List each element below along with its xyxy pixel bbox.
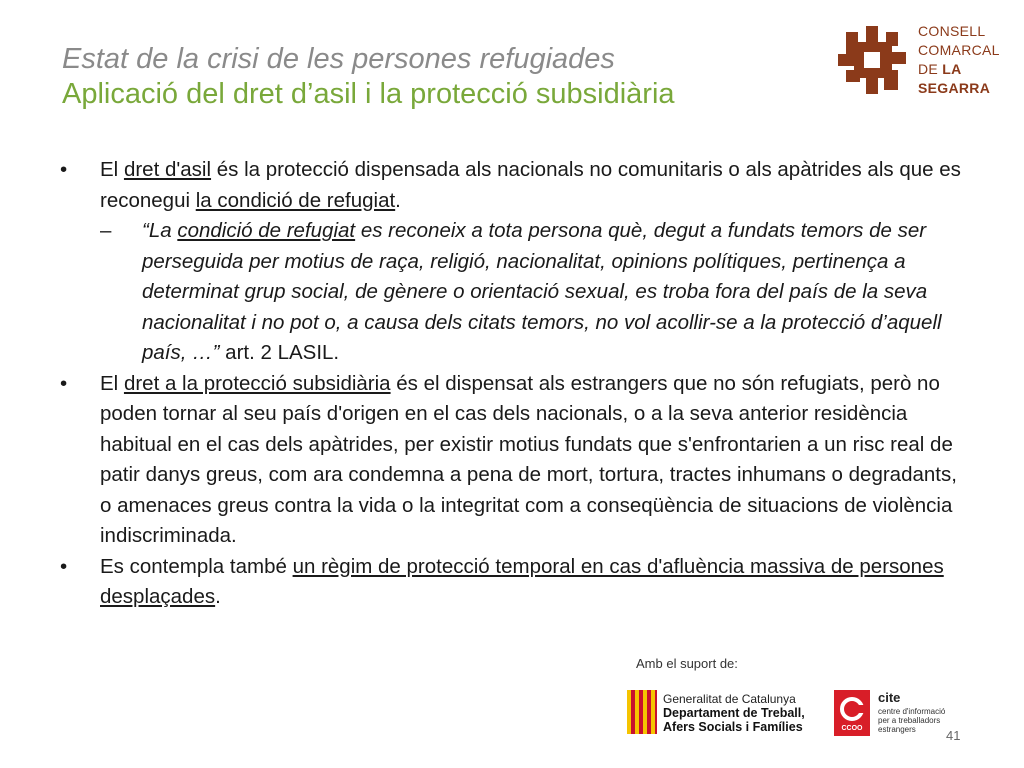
support-caption: Amb el suport de:: [636, 656, 738, 671]
term-proteccio-subsidiaria: dret a la protecció subsidiària: [123, 371, 391, 395]
slide-subtitle: Estat de la crisi de les persones refugiades: [62, 43, 615, 75]
bullet-marker: •: [60, 554, 68, 578]
logo-line-3: DE LA: [918, 61, 962, 77]
slide-title: Aplicació del dret d’asil i la protecció subsidiària: [62, 78, 675, 110]
generalitat-logo: [627, 690, 827, 736]
cite-logo: [834, 690, 964, 740]
term-dret-asil: dret d'asil: [123, 158, 212, 181]
term-condicio-refugiat: la condició de refugiat: [195, 188, 396, 212]
term-condicio-refugiat-quote: condició de refugiat: [177, 219, 356, 242]
gear-logo-icon: [836, 24, 908, 96]
term-regim-temporal: un règim de protecció temporal en cas d'afluència massiva de persones desplaçades: [100, 554, 944, 608]
cite-name: cite: [878, 690, 901, 705]
ccoo-label: CCOO: [841, 725, 863, 732]
bullet-marker: •: [60, 158, 68, 181]
page-number: 41: [946, 728, 961, 743]
logo-wordmark: [918, 22, 1000, 98]
senyera-icon: [627, 690, 657, 734]
logo-line-2: COMARCAL: [918, 42, 1000, 58]
ccoo-logo-icon: [834, 690, 870, 736]
gencat-name: Generalitat de Catalunya: [663, 692, 796, 706]
slide-header: [62, 42, 832, 112]
article-reference: art. 2 LASIL.: [219, 341, 340, 364]
bullet-marker: •: [60, 371, 68, 395]
gencat-department: Departament de Treball, Afers Socials i Famílies: [663, 706, 805, 734]
logo-line-4: SEGARRA: [918, 80, 991, 96]
subbullet-quote-lasil: – “La condició de refugiat es reconeix a tota persona què, degut a fundats temors de ser perseguida per motius de raça, religió, nacionalitat, opinions polítiques, pertinença a determinat grup social, de gènere o orientació sexual, es troba fora del país de la seva nacionalitat i no pot o, a causa dels citats temors, no vol acollir-se a la protecció d’aquell país, …” art. 2 LASIL.: [60, 216, 970, 369]
bullet-proteccio-subsidiaria: • El dret a la protecció subsidiària és el dispensat als estrangers que no són refugiats, però no poden tornar al seu país d'origen en el cas dels nacionals, o a la seva anterior residència habitual en el cas dels apàtrides, per existir motius fundats que s'enfrontarien a un risc real de patir danys greus, com ara condemna a pena de mort, tortura, tractes inhumans o degradants, o amenaces greus contra la vida o la integritat com a conseqüència de situacions de violència indiscriminada.: [60, 369, 970, 552]
sub-bullet-marker: –: [100, 219, 112, 242]
cite-description: centre d'informació per a treballadors estrangers: [878, 707, 946, 734]
consell-comarcal-logo: [836, 18, 1016, 108]
logo-line-1: CONSELL: [918, 23, 986, 39]
bullet-proteccio-temporal: • Es contempla també un règim de protecció temporal en cas d'afluència massiva de persones desplaçades.: [60, 552, 970, 613]
slide-body: [60, 155, 970, 613]
bullet-dret-asil: • El dret d'asil és la protecció dispensada als nacionals no comunitaris o als apàtrides als que es reconegui la condició de refugiat.: [60, 155, 970, 216]
